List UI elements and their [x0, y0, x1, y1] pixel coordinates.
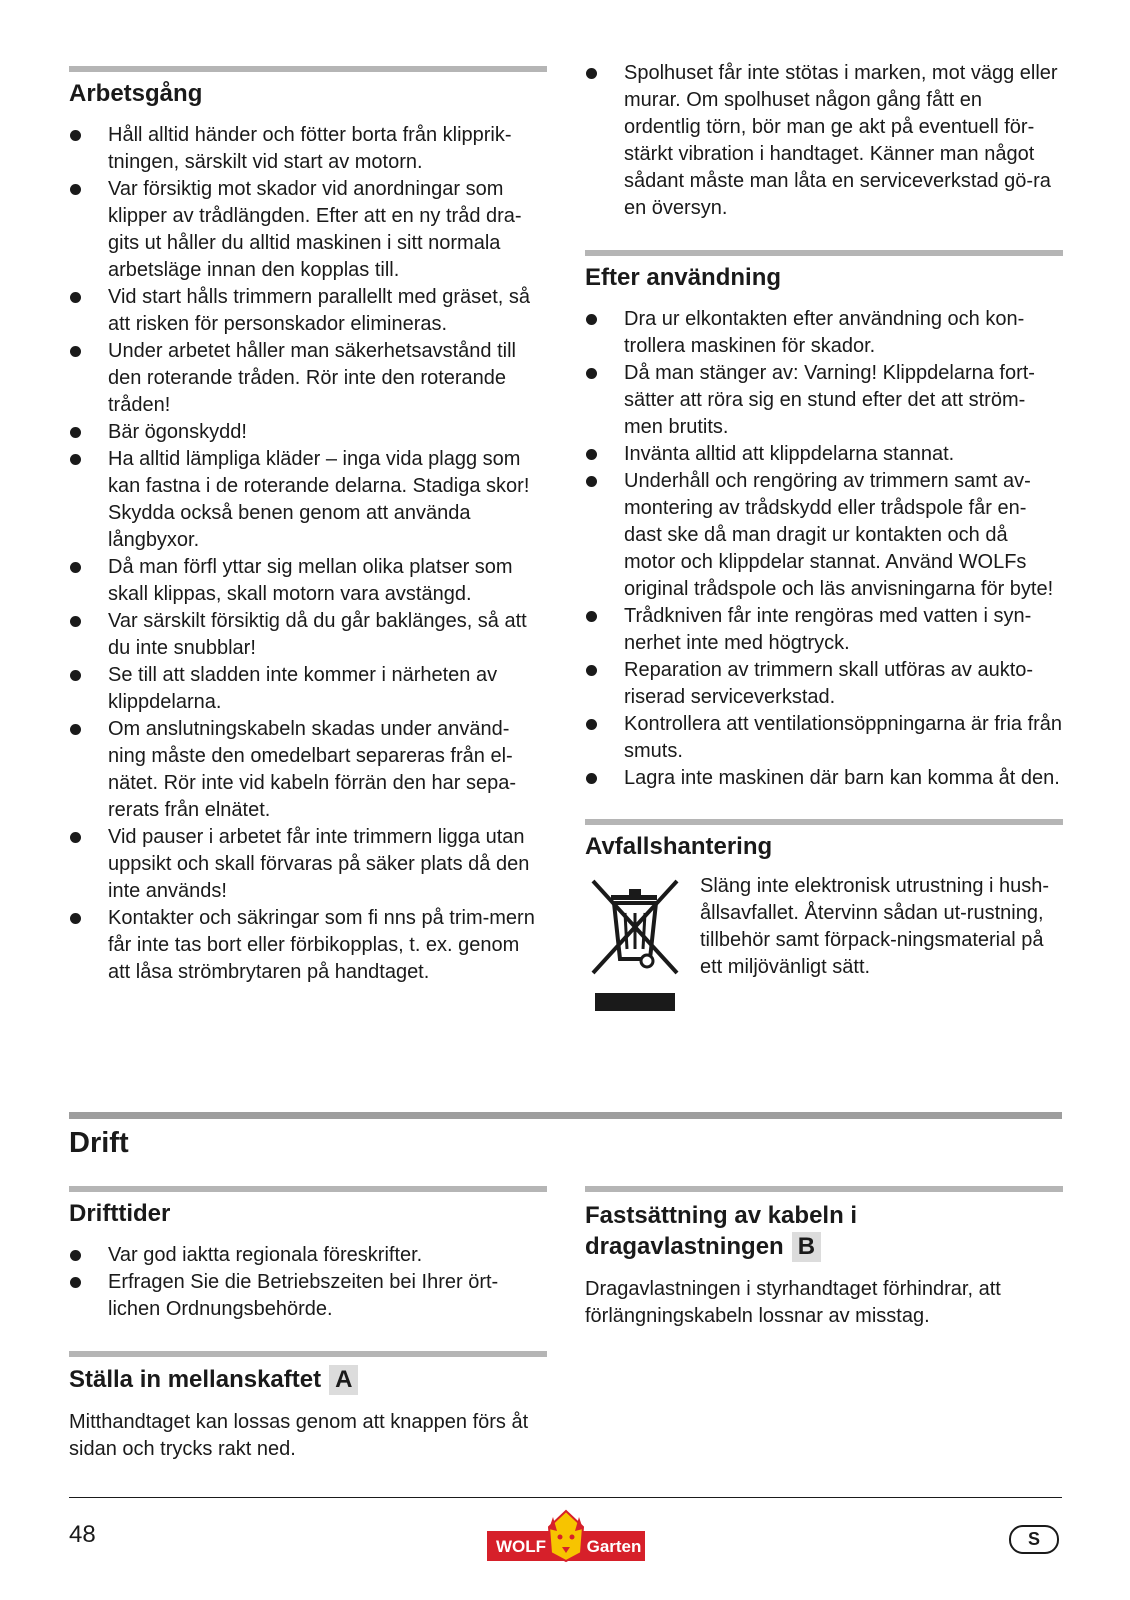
- footer-rule: [69, 1497, 1062, 1498]
- page-number: 48: [69, 1521, 96, 1548]
- bullet-icon: [586, 611, 597, 622]
- list-item: Vid start hålls trimmern parallellt med gräset, så att risken för personskador elimineras.: [69, 284, 547, 338]
- section-title-avfallshantering: Avfallshantering: [585, 833, 773, 860]
- avfallshantering-text: Släng inte elektronisk utrustning i hush-ållsavfallet. Återvinn sådan ut-rustning, tillbehör samt förpack-ningsmaterial på ett miljövänligt sätt.: [700, 875, 1050, 978]
- section-efter-anvandning: [585, 250, 1063, 792]
- section-avfallshantering: [585, 819, 1063, 1013]
- section-arbetsgang: [69, 66, 547, 986]
- list-item: Var försiktig mot skador vid anordningar som klipper av trådlängden. Efter att en ny tråd dra-gits ut håller du alltid maskinen i sitt normala arbetsläge innan den kopplas till.: [69, 176, 547, 284]
- bullet-icon: [70, 832, 81, 843]
- section-rule: [585, 250, 1063, 256]
- mellanskaftet-text: Mitthandtaget kan lossas genom att knappen förs åt sidan och trycks rakt ned.: [69, 1411, 529, 1460]
- list-item: Reparation av trimmern skall utföras av aukto-riserad serviceverkstad.: [585, 657, 1063, 711]
- bullet-icon: [70, 1277, 81, 1288]
- section-rule: [69, 66, 547, 72]
- section-title-drifttider: Drifttider: [69, 1200, 171, 1227]
- list-item: Kontrollera att ventilationsöppningarna är fria från smuts.: [585, 711, 1063, 765]
- bullet-icon: [586, 476, 597, 487]
- bullet-icon: [70, 670, 81, 681]
- section-drifttider: [69, 1186, 547, 1463]
- drifttider-list: [69, 1242, 547, 1323]
- weee-block: [585, 873, 1063, 1013]
- logo-wolf-text: WOLF: [495, 1537, 547, 1556]
- kabeln-text: Dragavlastningen i styrhandtaget förhindrar, att förlängningskabeln lossnar av misstag.: [585, 1278, 1001, 1327]
- bullet-icon: [70, 913, 81, 924]
- list-item: Ha alltid lämpliga kläder – inga vida plagg som kan fastna i de roterande delarna. Stadiga skor! Skydda också benen genom att använda långbyxor.: [69, 446, 547, 554]
- section-rule: [585, 819, 1063, 825]
- section-title-mellanskaftet: Ställa in mellanskaftet A: [69, 1365, 547, 1395]
- figure-badge-b: B: [792, 1232, 821, 1262]
- list-item: Bär ögonskydd!: [69, 419, 547, 446]
- list-item: Lagra inte maskinen där barn kan komma åt den.: [585, 765, 1063, 792]
- section-kabeln: [585, 1186, 1063, 1330]
- bullet-icon: [70, 346, 81, 357]
- bullet-icon: [586, 719, 597, 730]
- list-item: Vid pauser i arbetet får inte trimmern ligga utan uppsikt och skall förvaras på säker plats då den inte används!: [69, 824, 547, 905]
- right-column-top: [585, 60, 1063, 1013]
- figure-badge-a: A: [329, 1365, 358, 1395]
- list-item: Var särskilt försiktig då du går baklänges, så att du inte snubblar!: [69, 608, 547, 662]
- section-rule: [585, 1186, 1063, 1192]
- language-badge: S: [1009, 1525, 1059, 1554]
- bullet-icon: [586, 773, 597, 784]
- list-item: Håll alltid händer och fötter borta från klipprik-tningen, särskilt vid start av motorn.: [69, 122, 547, 176]
- bullet-icon: [70, 130, 81, 141]
- bullet-icon: [70, 724, 81, 735]
- bullet-icon: [586, 68, 597, 79]
- section-title-arbetsgang: Arbetsgång: [69, 80, 203, 107]
- bullet-icon: [70, 184, 81, 195]
- section-title-efter-anvandning: Efter användning: [585, 264, 782, 291]
- list-item: Då man stänger av: Varning! Klippdelarna fort-sätter att röra sig en stund efter det att ström-men brutits.: [585, 360, 1063, 441]
- list-item: Under arbetet håller man säkerhetsavstånd till den roterande tråden. Rör inte den roterande tråden!: [69, 338, 547, 419]
- bullet-icon: [70, 292, 81, 303]
- list-item: Var god iaktta regionala föreskrifter.: [69, 1242, 547, 1269]
- section-mellanskaftet: [69, 1351, 547, 1463]
- page-title-drift: Drift: [69, 1127, 129, 1159]
- bullet-icon: [70, 427, 81, 438]
- list-item: Spolhuset får inte stötas i marken, mot vägg eller murar. Om spolhuset någon gång fått en ordentlig törn, bör man ge akt på eventuell för-stärkt vibration i handtaget. Känner man något sådant måste man låta en serviceverkstad gö-ra en översyn.: [585, 60, 1063, 222]
- wolf-garten-logo: [487, 1509, 645, 1563]
- bullet-icon: [70, 1250, 81, 1261]
- bullet-icon: [70, 616, 81, 627]
- bullet-icon: [70, 562, 81, 573]
- list-item: Då man förfl yttar sig mellan olika platser som skall klippas, skall motorn vara avstängd.: [69, 554, 547, 608]
- bullet-icon: [586, 665, 597, 676]
- section-title-kabeln: Fastsättning av kabeln i dragavlastningen B: [585, 1202, 858, 1260]
- section-rule: [69, 1351, 547, 1357]
- crossed-out-wheelie-bin-icon: [585, 873, 685, 1013]
- list-item: Se till att sladden inte kommer i närheten av klippdelarna.: [69, 662, 547, 716]
- list-item: Underhåll och rengöring av trimmern samt av-montering av trådskydd eller trådspole får en-dast ske då man dragit ur kontakten och då motor och klippdelar stannat. Använd WOLFs original trådspole och läs anvisningarna för byte!: [585, 468, 1063, 603]
- section-rule: [69, 1186, 547, 1192]
- list-item: Erfragen Sie die Betriebszeiten bei Ihrer ört-lichen Ordnungsbehörde.: [69, 1269, 547, 1323]
- list-item: Dra ur elkontakten efter användning och kon-trollera maskinen för skador.: [585, 306, 1063, 360]
- list-item: Invänta alltid att klippdelarna stannat.: [585, 441, 1063, 468]
- drift-rule: [69, 1112, 1062, 1119]
- bullet-icon: [586, 314, 597, 325]
- efter-anvandning-list: [585, 306, 1063, 792]
- list-item: Om anslutningskabeln skadas under använd-ning måste den omedelbart separeras från el-nätet. Rör inte vid kabeln förrän den har sepa-rerats från elnätet.: [69, 716, 547, 824]
- list-item: Kontakter och säkringar som fi nns på trim-mern får inte tas bort eller förbikopplas, t. ex. genom att låsa strömbrytaren på handtaget.: [69, 905, 547, 986]
- bullet-icon: [586, 368, 597, 379]
- list-item: Trådkniven får inte rengöras med vatten i syn-nerhet inte med högtryck.: [585, 603, 1063, 657]
- spolhuset-list: [585, 60, 1063, 222]
- bullet-icon: [70, 454, 81, 465]
- logo-garten-text: Garten: [586, 1537, 642, 1556]
- bullet-icon: [586, 449, 597, 460]
- arbetsgang-list: [69, 122, 547, 986]
